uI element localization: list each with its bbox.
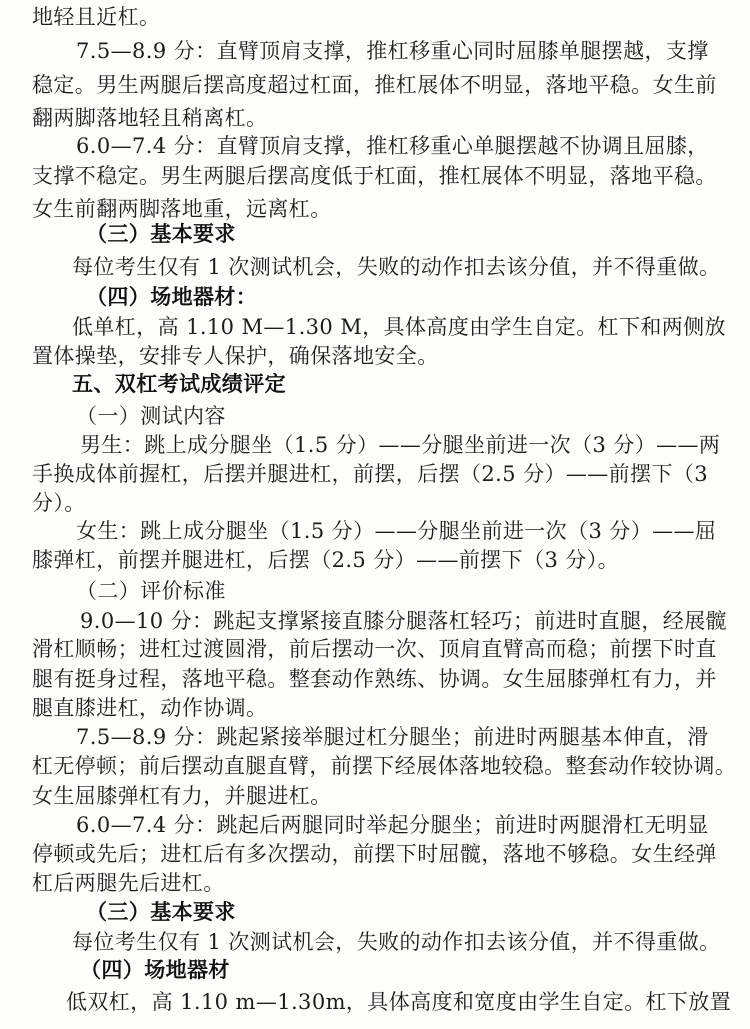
text-line: 腿有挺身过程，落地平稳。整套动作熟练、协调。女生屈膝弹杠有力，并: [32, 667, 717, 691]
subsection-heading: （一）测试内容: [76, 404, 226, 428]
text-line: 6.0—7.4 分：直臂顶肩支撑，推杠移重心单腿摆越不协调且屈膝，: [76, 134, 709, 158]
text-line: 稳定。男生两腿后摆高度超过杠面，推杠展体不明显，落地平稳。女生前: [32, 73, 717, 97]
text-line: 女生前翻两脚落地重，远离杠。: [32, 197, 332, 221]
text-line: 低双杠，高 1.10 m—1.30m，具体高度和宽度由学生自定。杠下放置: [66, 990, 732, 1014]
chapter-heading: 五、双杠考试成绩评定: [72, 372, 286, 396]
text-line: 腿直膝进杠，动作协调。: [32, 696, 268, 720]
text-line: 每位考生仅有 1 次测试机会，失败的动作扣去该分值，并不得重做。: [72, 930, 721, 954]
text-line: 分）。: [32, 491, 86, 515]
text-line: 膝弹杠，前摆并腿进杠，后摆（2.5 分）——前摆下（3 分）。: [32, 548, 620, 572]
section-heading: （四）场地器材: [80, 958, 230, 982]
text-line: 7.5—8.9 分：跳起紧接举腿过杠分腿坐；前进时两腿基本伸直，滑: [76, 725, 709, 749]
text-line: 停顿或先后；进杠后有多次摆动，前摆下时屈髋，落地不够稳。女生经弹: [32, 842, 717, 866]
text-line: 支撑不稳定。男生两腿后摆高度低于杠面，推杠展体不明显，落地平稳。: [32, 164, 717, 188]
section-heading: （三）基本要求: [86, 222, 236, 246]
text-line: 手换成体前握杠，后摆并腿进杠，前摆，后摆（2.5 分）——前摆下（3: [32, 462, 709, 486]
text-line: 杠后两腿先后进杠。: [32, 871, 225, 895]
text-line: 女生：跳上成分腿坐（1.5 分）——分腿坐前进一次（3 分）——屈: [76, 519, 717, 543]
text-line: 7.5—8.9 分：直臂顶肩支撑，推杠移重心同时屈膝单腿摆越，支撑: [76, 39, 709, 63]
text-line: 置体操垫，安排专人保护，确保落地安全。: [32, 344, 439, 368]
text-line: 翻两脚落地轻且稍离杠。: [32, 106, 268, 130]
text-line: 每位考生仅有 1 次测试机会，失败的动作扣去该分值，并不得重做。: [72, 255, 721, 279]
section-heading: （三）基本要求: [86, 900, 236, 924]
text-line: 杠无停顿；前后摆动直腿直臂，前摆下经展体落地较稳。整套动作较协调。: [32, 754, 737, 778]
text-line: 滑杠顺畅；进杠过渡圆滑，前后摆动一次、顶肩直臂高而稳；前摆下时直: [32, 637, 717, 661]
text-line: 女生屈膝弹杠有力，并腿进杠。: [32, 784, 332, 808]
text-line: 男生：跳上成分腿坐（1.5 分）——分腿坐前进一次（3 分）——两: [80, 433, 721, 457]
text-line: 地轻且近杠。: [32, 5, 161, 29]
text-line: 低单杠，高 1.10 M—1.30 M，具体高度由学生自定。杠下和两侧放: [72, 315, 726, 339]
text-line: 6.0—7.4 分：跳起后两腿同时举起分腿坐；前进时两腿滑杠无明显: [76, 813, 709, 837]
subsection-heading: （二）评价标准: [76, 579, 226, 603]
section-heading: （四）场地器材：: [86, 285, 258, 309]
text-line: 9.0—10 分：跳起支撑紧接直膝分腿落杠轻巧；前进时直腿，经展髋: [80, 609, 727, 633]
